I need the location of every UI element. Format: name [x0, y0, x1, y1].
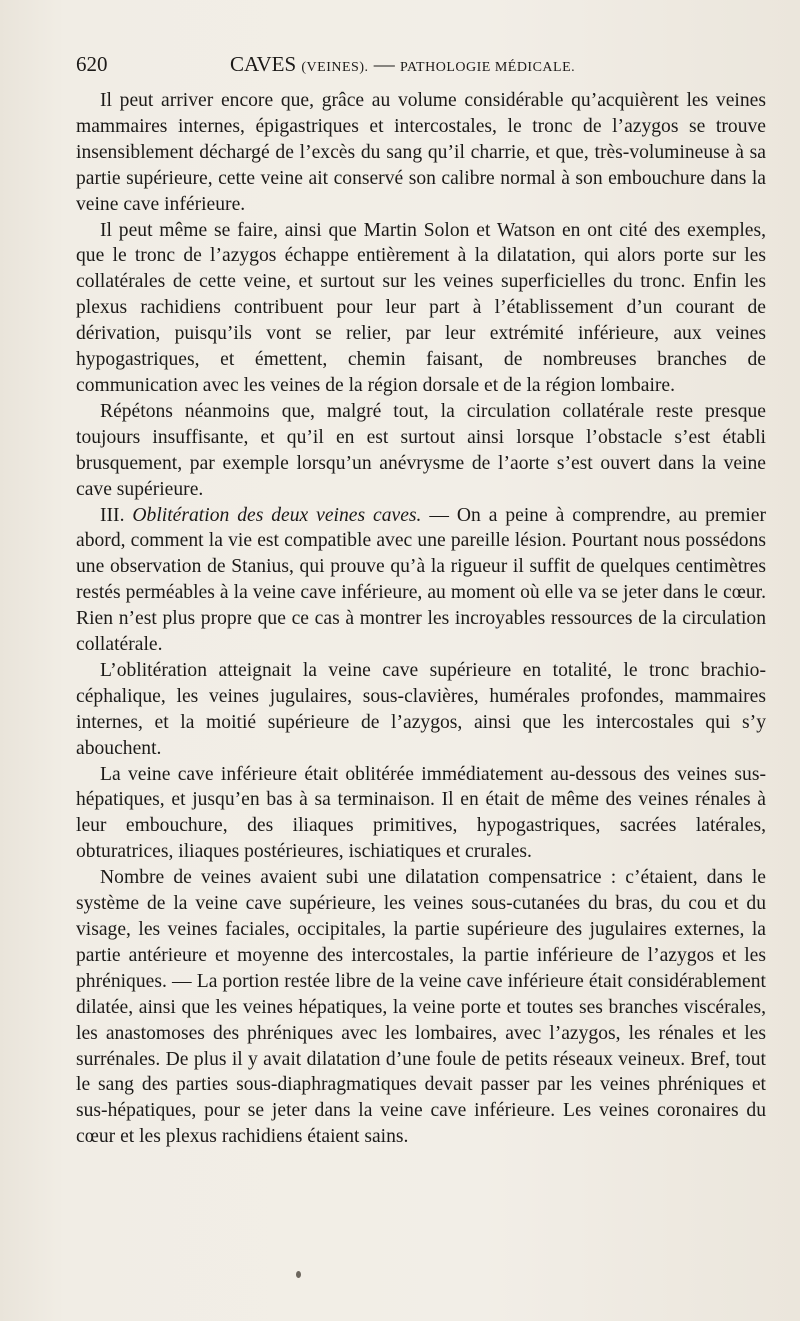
paragraph-text: Il peut même se faire, ainsi que Martin Solon et Watson en ont cité des exemples, que le tronc de l’azygos échappe entièrement à la dilatation, qui alors porte sur les collatérales de cette veine, et surtout sur les veines superficielles du tronc. Enfin les plexus rachidiens contribuent pour leur part à l’établissement d’un courant de dérivation, puisqu’ils vont se relier, par leur extrémité inférieure, aux veines hypogastriques, et émettent, chemin faisant, de nombreuses branches de communication avec les veines de la région dorsale et de la région lombaire. [76, 219, 766, 396]
ink-speck [296, 1271, 301, 1278]
paragraph-text: Nombre de veines avaient subi une dilatation compensatrice : c’étaient, dans le système de la veine cave supérieure, les veines sous-cutanées du bras, du cou et du visage, les veines faciales, occipitales, la partie supérieure des jugulaires externes, la partie antérieure et moyenne des intercostales, la partie inférieure de l’azygos et les phréniques. — La portion restée libre de la veine cave inférieure était considérablement dilatée, ainsi que les veines hépatiques, la veine porte et toutes ses branches viscérales, les anastomoses des phréniques avec les lombaires, avec l’azygos, les rénales et les surrénales. De plus il y avait dilatation d’une foule de petits réseaux veineux. Bref, tout le sang des parties sous-diaphragmatiques devait passer par les veines phréniques et sus-hépatiques, pour se jeter dans la veine cave inférieure. Les veines coronaires du cœur et les plexus rachidiens étaient sains. [76, 867, 766, 1148]
paragraph-text: Il peut arriver encore que, grâce au volume considérable qu’acquièrent les veines mammaires internes, épigastriques et intercostales, le tronc de l’azygos se trouve insensiblement déchargé de l’excès du sang qu’il charrie, et que, très-volumineuse à sa partie supérieure, cette veine ait conservé son calibre normal à son embouchure dans la veine cave inférieure. [76, 90, 766, 215]
title-main: CAVES [230, 52, 297, 76]
paragraph-3 [76, 399, 766, 503]
paragraph-4-section-heading [76, 503, 766, 658]
section-title: Oblitération des deux veines caves. [132, 504, 422, 526]
paragraph-2 [76, 218, 766, 399]
title-dash: — [373, 52, 395, 76]
paragraph-text: La veine cave inférieure était oblitérée immédiatement au-dessous des veines sus-hépatiques, et jusqu’en bas à sa terminaison. Il en était de même des veines rénales à leur embouchure, des iliaques primitives, hypogastriques, sacrées latérales, obturatrices, iliaques postérieures, ischiatiques et crurales. [76, 763, 766, 863]
title-sub: (VEINES). [301, 60, 369, 75]
paragraph-6 [76, 762, 766, 866]
page-number: 620 [76, 52, 108, 76]
paragraph-text: L’oblitération atteignait la veine cave supérieure en totalité, le tronc brachio-céphalique, les veines jugulaires, sous-clavières, humérales profondes, mammaires internes, et la moitié supérieure de l’azygos, ainsi que les intercostales qui s’y abouchent. [76, 659, 766, 759]
body-text [76, 88, 766, 1150]
section-number: III. [100, 504, 125, 526]
title-section: PATHOLOGIE MÉDICALE. [400, 60, 576, 75]
paragraph-7 [76, 865, 766, 1150]
paragraph-1 [76, 88, 766, 218]
paragraph-5 [76, 658, 766, 762]
running-title [230, 52, 575, 77]
running-header [76, 52, 766, 82]
paragraph-text: Répétons néanmoins que, malgré tout, la circulation collatérale reste presque toujours insuffisante, et qu’il en est surtout ainsi lorsque l’obstacle s’est établi brusquement, par exemple lorsqu’un anévrysme de l’aorte s’est ouvert dans la veine cave supérieure. [76, 400, 766, 500]
paragraph-text: — On a peine à comprendre, au premier abord, comment la vie est compatible avec une pareille lésion. Pourtant nous possédons une observation de Stanius, qui prouve qu’à la rigueur il suffit de quelques centimètres restés perméables à la veine cave inférieure, au moment où elle va se jeter dans le cœur. Rien n’est plus propre que ce cas à montrer les incroyables ressources de la circulation collatérale. [76, 504, 766, 656]
